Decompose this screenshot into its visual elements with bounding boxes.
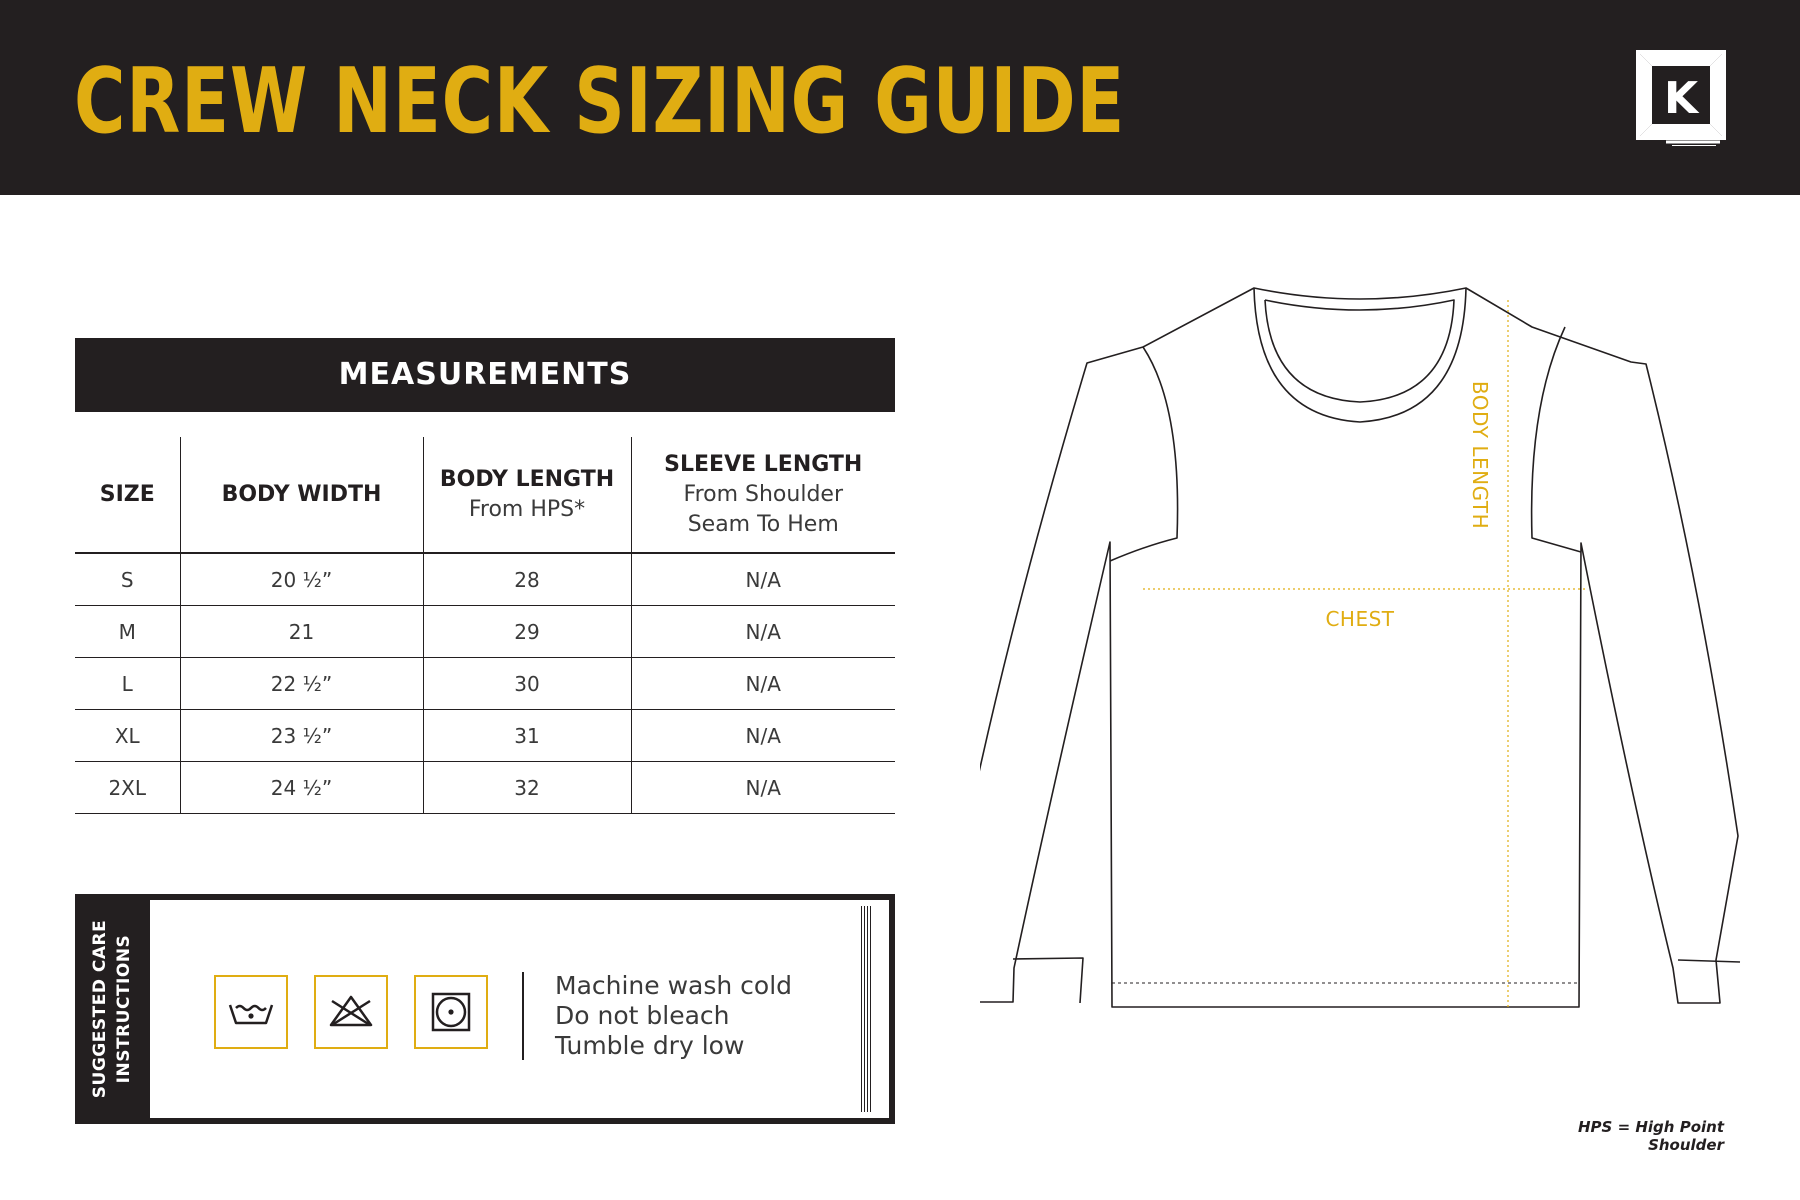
left-raglan-seam — [1110, 347, 1178, 561]
care-line-dry: Tumble dry low — [555, 1031, 745, 1060]
table-row — [75, 710, 895, 762]
cell-size: M — [75, 606, 180, 658]
header-bar — [0, 0, 1800, 195]
cell-sleeve-length: N/A — [631, 710, 895, 762]
column-subheader: Seam To Hem — [687, 511, 839, 537]
cell-sleeve-length: N/A — [631, 658, 895, 710]
column-header-body-length: BODY LENGTH From HPS* — [423, 437, 631, 553]
cell-size: S — [75, 553, 180, 606]
care-side-tab — [75, 894, 150, 1124]
cell-sleeve-length: N/A — [631, 606, 895, 658]
cell-body-width: 22 ½” — [180, 658, 423, 710]
cell-body-length: 28 — [423, 553, 631, 606]
column-header-size: SIZE — [75, 437, 180, 553]
table-header-row — [75, 437, 895, 553]
care-line-wash: Machine wash cold — [555, 971, 793, 1000]
table-row — [75, 762, 895, 814]
table-row — [75, 553, 895, 606]
body-length-label: BODY LENGTH — [1468, 380, 1492, 530]
page-title: CREW NECK SIZING GUIDE — [74, 49, 1126, 154]
shirt-diagram — [980, 280, 1760, 1020]
cell-body-width: 21 — [180, 606, 423, 658]
shirt-outline — [980, 288, 1738, 1007]
care-label-edge — [861, 906, 871, 1112]
no-bleach-icon — [314, 975, 388, 1049]
cell-size: XL — [75, 710, 180, 762]
left-sleeve-cuff-seam — [1013, 958, 1083, 1003]
care-line-bleach: Do not bleach — [555, 1001, 730, 1030]
column-header-sleeve-length: SLEEVE LENGTH From Shoulder Seam To Hem — [631, 437, 895, 553]
table-row — [75, 606, 895, 658]
wash-cold-icon — [214, 975, 288, 1049]
care-instructions-panel — [75, 894, 895, 1124]
cell-body-length: 31 — [423, 710, 631, 762]
collar-inner — [1265, 300, 1454, 402]
cell-body-width: 24 ½” — [180, 762, 423, 814]
cell-size: 2XL — [75, 762, 180, 814]
cell-body-length: 30 — [423, 658, 631, 710]
right-raglan-seam — [1532, 327, 1581, 552]
logo-letter: K — [1663, 73, 1699, 124]
care-divider — [522, 972, 524, 1060]
cell-sleeve-length: N/A — [631, 762, 895, 814]
column-subheader: From Shoulder — [683, 481, 843, 507]
cell-sleeve-length: N/A — [631, 553, 895, 606]
chest-label: CHEST — [1325, 607, 1395, 631]
cell-size: L — [75, 658, 180, 710]
care-side-label: SUGGESTED CARE INSTRUCTIONS — [90, 919, 134, 1099]
measurements-heading: MEASUREMENTS — [75, 338, 895, 412]
cell-body-width: 23 ½” — [180, 710, 423, 762]
care-text — [555, 971, 792, 1061]
column-subheader: From HPS* — [468, 496, 586, 522]
tumble-dry-low-icon — [414, 975, 488, 1049]
cell-body-width: 20 ½” — [180, 553, 423, 606]
size-table — [75, 437, 895, 814]
brand-k-logo — [1636, 50, 1726, 146]
cell-body-length: 32 — [423, 762, 631, 814]
column-header-body-width: BODY WIDTH — [180, 437, 423, 553]
right-sleeve-cuff-seam — [1678, 960, 1740, 962]
hps-footnote: HPS = High Point Shoulder — [1578, 1118, 1724, 1154]
cell-body-length: 29 — [423, 606, 631, 658]
table-row — [75, 658, 895, 710]
